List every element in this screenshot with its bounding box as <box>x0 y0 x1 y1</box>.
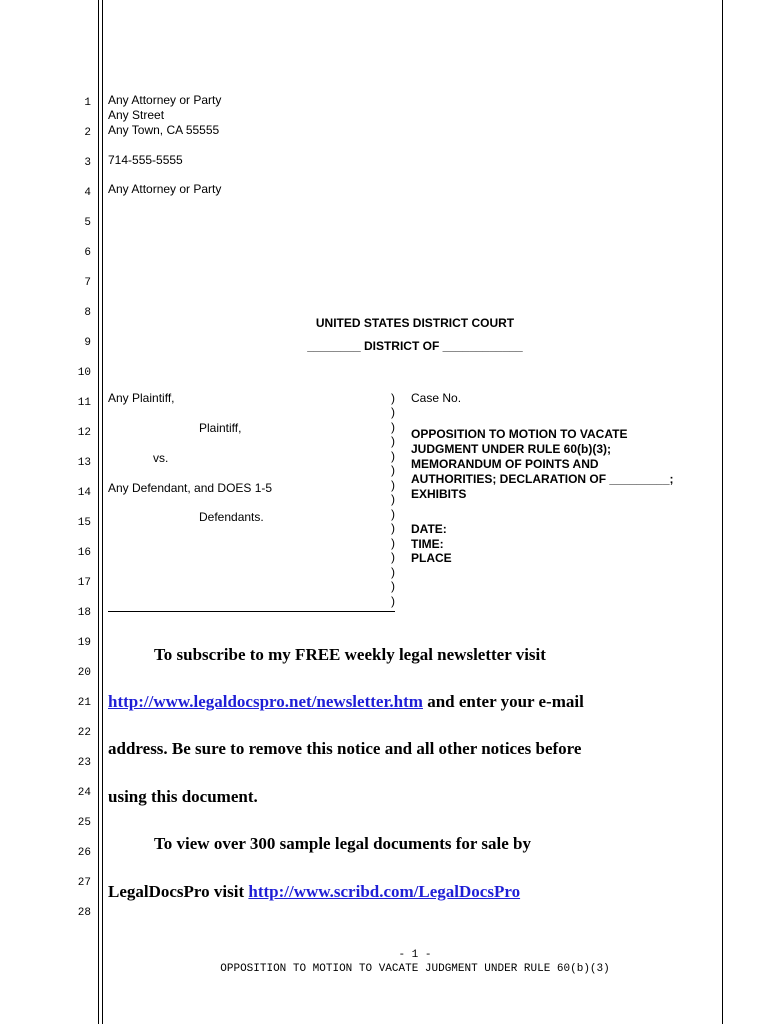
line-number: 6 <box>84 247 91 259</box>
line-number: 20 <box>77 667 91 679</box>
line-number: 18 <box>77 607 91 619</box>
line-number: 4 <box>84 187 91 199</box>
document-title-line: MEMORANDUM OF POINTS AND <box>411 457 599 471</box>
line-number: 12 <box>77 427 91 439</box>
line-number: 24 <box>77 787 91 799</box>
case-number-label: Case No. <box>411 391 462 405</box>
caption-underline <box>108 611 395 612</box>
hearing-place-label: PLACE <box>411 551 452 565</box>
line-number: 14 <box>77 487 91 499</box>
notice-line: address. Be sure to remove this notice and all other notices before <box>108 739 582 758</box>
line-number: 16 <box>77 547 91 559</box>
line-number: 11 <box>77 397 91 409</box>
line-number: 2 <box>84 127 91 139</box>
line-number: 25 <box>77 817 91 829</box>
versus-label: vs. <box>153 451 169 465</box>
line-number: 9 <box>84 337 91 349</box>
line-number: 13 <box>77 457 91 469</box>
line-number: 8 <box>84 307 91 319</box>
defendant-name: Any Defendant, and DOES 1-5 <box>108 481 273 495</box>
left-margin-rule-inner <box>102 0 103 1024</box>
line-number: 1 <box>84 97 91 109</box>
attorney-for: Any Attorney or Party <box>108 182 222 196</box>
page-number: - 1 - <box>398 949 432 961</box>
line-number: 22 <box>77 727 91 739</box>
hearing-time-label: TIME: <box>411 537 444 551</box>
notice-line-prefix: LegalDocsPro visit <box>108 882 249 901</box>
attorney-phone: 714-555-5555 <box>108 153 183 167</box>
document-title-line: JUDGMENT UNDER RULE 60(b)(3); <box>411 442 612 456</box>
attorney-name: Any Attorney or Party <box>108 93 222 107</box>
plaintiff-name: Any Plaintiff, <box>108 391 175 405</box>
document-title-line: EXHIBITS <box>411 487 467 501</box>
notice-line: To view over 300 sample legal documents for sale by <box>154 834 531 853</box>
line-number: 15 <box>77 517 91 529</box>
line-number: 5 <box>84 217 91 229</box>
line-number: 28 <box>77 907 91 919</box>
line-number: 23 <box>77 757 91 769</box>
document-title-line: OPPOSITION TO MOTION TO VACATE <box>411 427 628 441</box>
line-number: 21 <box>77 697 91 709</box>
plaintiff-role: Plaintiff, <box>199 421 242 435</box>
hearing-date-label: DATE: <box>411 522 447 536</box>
notice-line-rest: and enter your e-mail <box>422 692 584 711</box>
attorney-street: Any Street <box>108 108 165 122</box>
line-number: 27 <box>77 877 91 889</box>
notice-line: To subscribe to my FREE weekly legal newsletter visit <box>154 645 546 664</box>
newsletter-link[interactable]: http://www.legaldocspro.net/newsletter.htm <box>108 692 423 711</box>
court-district: ________ DISTRICT OF ____________ <box>307 339 523 353</box>
scribd-link[interactable]: http://www.scribd.com/LegalDocsPro <box>248 882 521 901</box>
notice-line <box>108 692 584 712</box>
footer-title: OPPOSITION TO MOTION TO VACATE JUDGMENT UNDER RULE 60(b)(3) <box>220 963 610 975</box>
line-number: 17 <box>77 577 91 589</box>
court-name: UNITED STATES DISTRICT COURT <box>315 316 515 330</box>
line-number: 3 <box>84 157 91 169</box>
document-title-line: AUTHORITIES; DECLARATION OF _________; <box>411 472 674 486</box>
line-number: 7 <box>84 277 91 289</box>
line-number: 10 <box>77 367 91 379</box>
notice-line <box>108 882 520 902</box>
right-margin-rule <box>722 0 723 1024</box>
left-margin-rule <box>98 0 99 1024</box>
line-number: 19 <box>77 637 91 649</box>
line-number: 26 <box>77 847 91 859</box>
defendant-role: Defendants. <box>199 510 264 524</box>
notice-line: using this document. <box>108 787 258 806</box>
attorney-city: Any Town, CA 55555 <box>108 123 220 137</box>
